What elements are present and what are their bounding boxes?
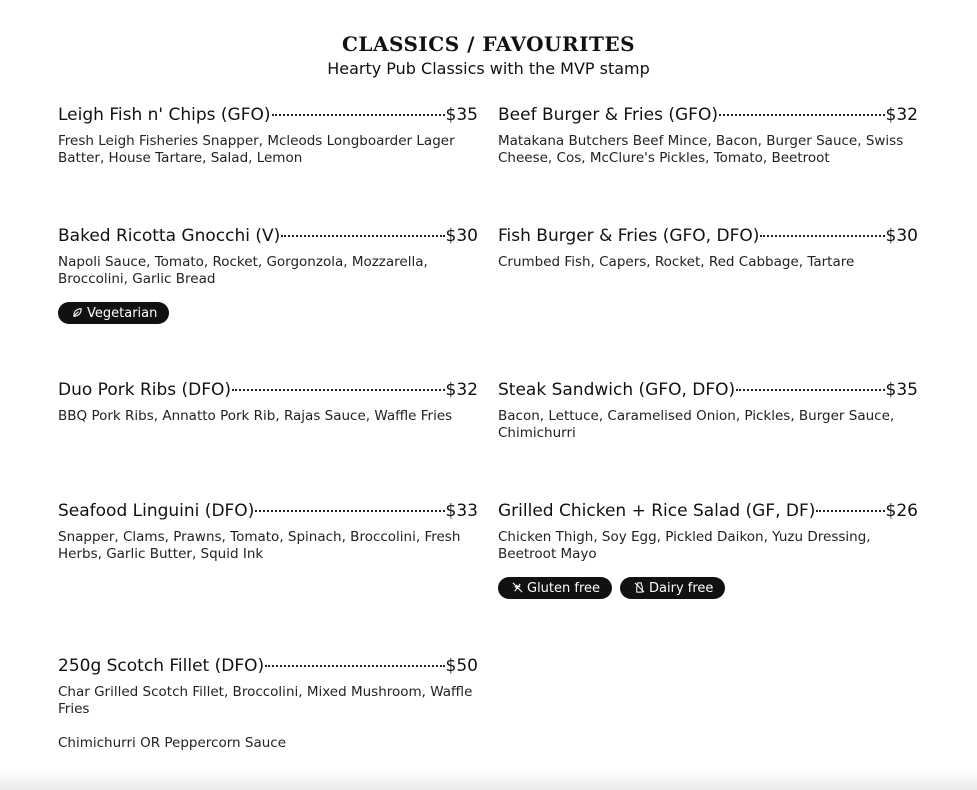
menu-item-description: Chicken Thigh, Soy Egg, Pickled Daikon, Yuzu Dressing, Beetroot Mayo: [498, 529, 871, 562]
menu-item-baked-ricotta-gnocchi: [58, 224, 478, 324]
menu-item-price: $35: [445, 105, 478, 125]
menu-item-price: $32: [885, 105, 918, 125]
badge-label: Dairy free: [649, 580, 714, 596]
dietary-badges: [498, 577, 918, 599]
menu-item-description: Fresh Leigh Fisheries Snapper, Mcleods Longboarder Lager Batter, House Tartare, Salad, Lemon: [58, 133, 455, 166]
dot-leader: [232, 389, 444, 391]
menu-item-description: Napoli Sauce, Tomato, Rocket, Gorgonzola, Mozzarella, Broccolini, Garlic Bread: [58, 254, 428, 287]
no-milk-icon: [634, 582, 645, 595]
menu-item-leigh-fish-n-chips: [58, 103, 478, 167]
dot-leader: [760, 235, 884, 237]
section-heading: [0, 30, 977, 80]
vegetarian-badge: [58, 302, 169, 324]
menu-item-name: Seafood Linguini (DFO): [58, 501, 255, 521]
menu-item-name: Baked Ricotta Gnocchi (V): [58, 226, 281, 246]
dot-leader: [255, 510, 444, 512]
menu-item-name: 250g Scotch Fillet (DFO): [58, 656, 265, 676]
menu-item-description: BBQ Pork Ribs, Annatto Pork Rib, Rajas Sauce, Waffle Fries: [58, 408, 453, 424]
section-title: CLASSICS / FAVOURITES: [341, 32, 636, 56]
dot-leader: [736, 389, 884, 391]
menu-item-description: Crumbed Fish, Capers, Rocket, Red Cabbage, Tartare: [498, 254, 855, 270]
leaf-icon: [72, 307, 83, 320]
menu-item-scotch-fillet: [58, 654, 478, 752]
menu-item-beef-burger: [498, 103, 918, 167]
menu-item-extra: Chimichurri OR Peppercorn Sauce: [58, 735, 287, 751]
gluten-free-badge: [498, 577, 612, 599]
menu-item-description: Matakana Butchers Beef Mince, Bacon, Burger Sauce, Swiss Cheese, Cos, McClure's Pickles, Tomato, Beetroot: [498, 133, 904, 166]
menu-item-name: Beef Burger & Fries (GFO): [498, 105, 718, 125]
dot-leader: [281, 235, 444, 237]
menu-item-price: $30: [445, 226, 478, 246]
menu-item-description: Bacon, Lettuce, Caramelised Onion, Pickles, Burger Sauce, Chimichurri: [498, 408, 895, 441]
menu-item-name: Duo Pork Ribs (DFO): [58, 380, 232, 400]
dot-leader: [719, 114, 885, 116]
dot-leader: [272, 114, 445, 116]
menu-item-grilled-chicken-rice-salad: [498, 499, 918, 599]
dot-leader: [816, 510, 884, 512]
badge-label: Gluten free: [527, 580, 601, 596]
section-subtitle: Hearty Pub Classics with the MVP stamp: [327, 59, 650, 78]
menu-item-name: Leigh Fish n' Chips (GFO): [58, 105, 271, 125]
menu-item-description: Char Grilled Scotch Fillet, Broccolini, Mixed Mushroom, Waffle Fries: [58, 684, 473, 717]
menu-item-name: Fish Burger & Fries (GFO, DFO): [498, 226, 760, 246]
menu-item-price: $50: [445, 656, 478, 676]
menu-item-name: Steak Sandwich (GFO, DFO): [498, 380, 736, 400]
no-wheat-icon: [512, 582, 523, 595]
dietary-badges: [58, 302, 478, 324]
menu-item-price: $32: [445, 380, 478, 400]
menu-item-duo-pork-ribs: [58, 378, 478, 425]
badge-label: Vegetarian: [87, 305, 158, 321]
menu-item-steak-sandwich: [498, 378, 918, 442]
menu-item-name: Grilled Chicken + Rice Salad (GF, DF): [498, 501, 816, 521]
menu-item-seafood-linguini: [58, 499, 478, 563]
menu-item-fish-burger: [498, 224, 918, 271]
menu-item-price: $35: [885, 380, 918, 400]
menu-item-price: $26: [885, 501, 918, 521]
bottom-fade: [0, 770, 977, 790]
menu-item-price: $30: [885, 226, 918, 246]
menu-item-price: $33: [445, 501, 478, 521]
dairy-free-badge: [620, 577, 725, 599]
dot-leader: [265, 665, 444, 667]
menu-item-description: Snapper, Clams, Prawns, Tomato, Spinach, Broccolini, Fresh Herbs, Garlic Butter, Squid Ink: [58, 529, 461, 562]
